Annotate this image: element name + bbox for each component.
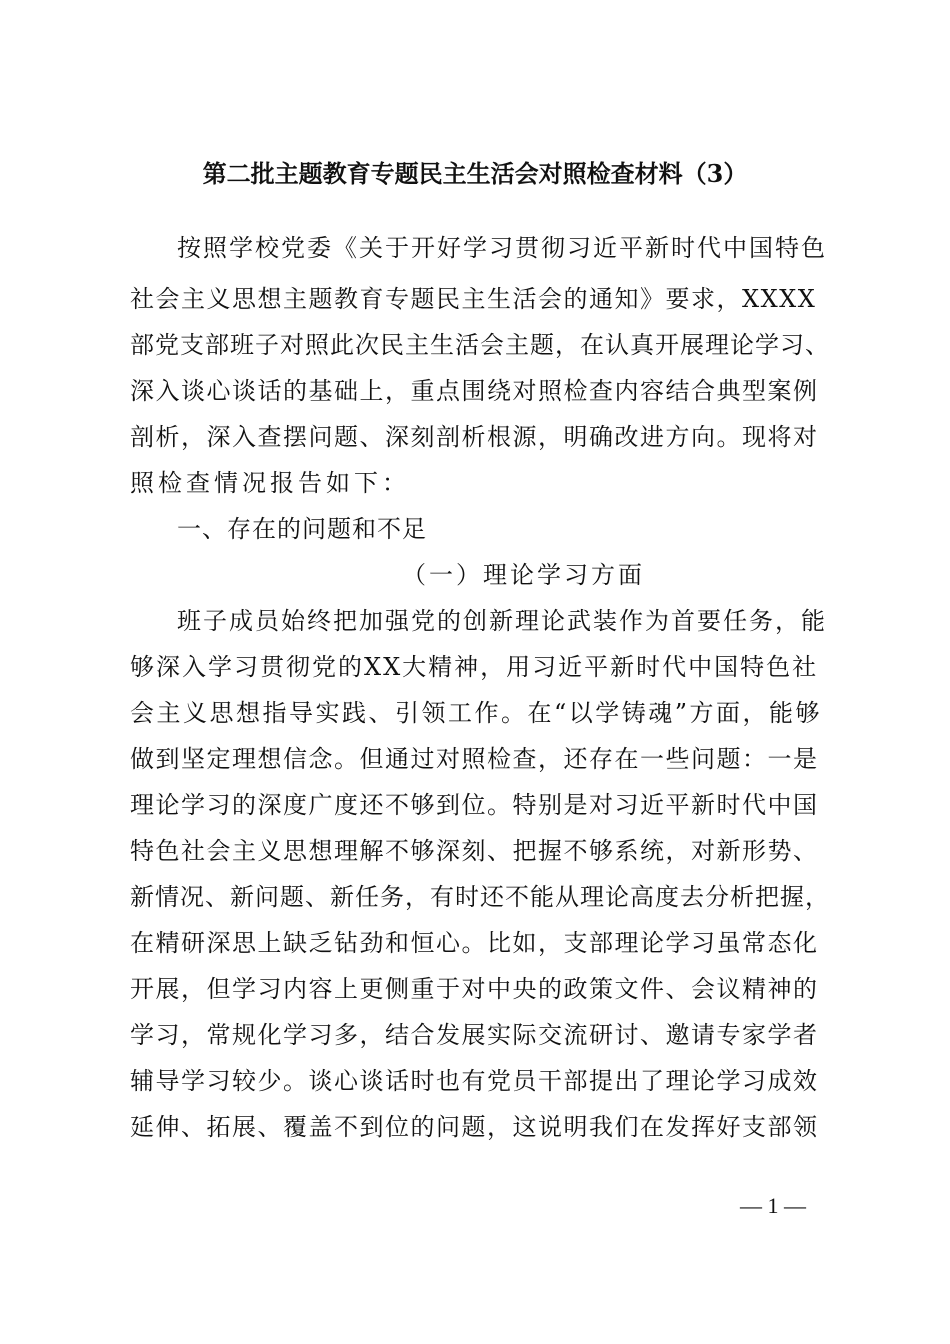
- document-title: 第二批主题教育专题民主生活会对照检查材料（3）: [202, 159, 748, 188]
- body-line-9: 开展，但学习内容上更侧重于对中央的政策文件、会议精神的: [130, 975, 819, 1003]
- body-line-4: 做到坚定理想信念。但通过对照检查，还存在一些问题：一是: [130, 745, 819, 773]
- body-line-3: 会主义思想指导实践、引领工作。在“以学铸魂”方面，能够: [130, 699, 823, 727]
- intro-line-2: 社会主义思想主题教育专题民主生活会的通知》要求，XXXX: [130, 285, 817, 313]
- intro-line-6: 照检查情况报告如下：: [130, 469, 410, 497]
- body-line-5: 理论学习的深度广度还不够到位。特别是对习近平新时代中国: [130, 791, 819, 819]
- body-line-2: 够深入学习贯彻党的XX大精神，用习近平新时代中国特色社: [130, 653, 819, 681]
- body-line-12: 延伸、拓展、覆盖不到位的问题，这说明我们在发挥好支部领: [130, 1113, 819, 1141]
- intro-line-5: 剖析，深入查摆问题、深刻剖析根源，明确改进方向。现将对: [130, 423, 819, 451]
- intro-line-3: 部党支部班子对照此次民主生活会主题，在认真开展理论学习、: [130, 331, 830, 359]
- body-line-10: 学习，常规化学习多，结合发展实际交流研讨、邀请专家学者: [130, 1021, 819, 1049]
- section-heading-1: 一、存在的问题和不足: [177, 515, 427, 543]
- body-line-11: 辅导学习较少。谈心谈话时也有党员干部提出了理论学习成效: [130, 1067, 819, 1095]
- body-line-8: 在精研深思上缺乏钻劲和恒心。比如，支部理论学习虽常态化: [130, 929, 819, 957]
- body-line-7: 新情况、新问题、新任务，有时还不能从理论高度去分析把握，: [130, 883, 830, 911]
- body-line-6: 特色社会主义思想理解不够深刻、把握不够系统，对新形势、: [130, 837, 819, 865]
- body-line-1: 班子成员始终把加强党的创新理论武装作为首要任务，能: [177, 607, 827, 635]
- subsection-heading-1: （一）理论学习方面: [402, 561, 645, 589]
- intro-line-1: 按照学校党委《关于开好学习贯彻习近平新时代中国特色: [177, 234, 827, 262]
- intro-line-4: 深入谈心谈话的基础上，重点围绕对照检查内容结合典型案例: [130, 377, 819, 405]
- page-number: — 1 —: [740, 1193, 806, 1218]
